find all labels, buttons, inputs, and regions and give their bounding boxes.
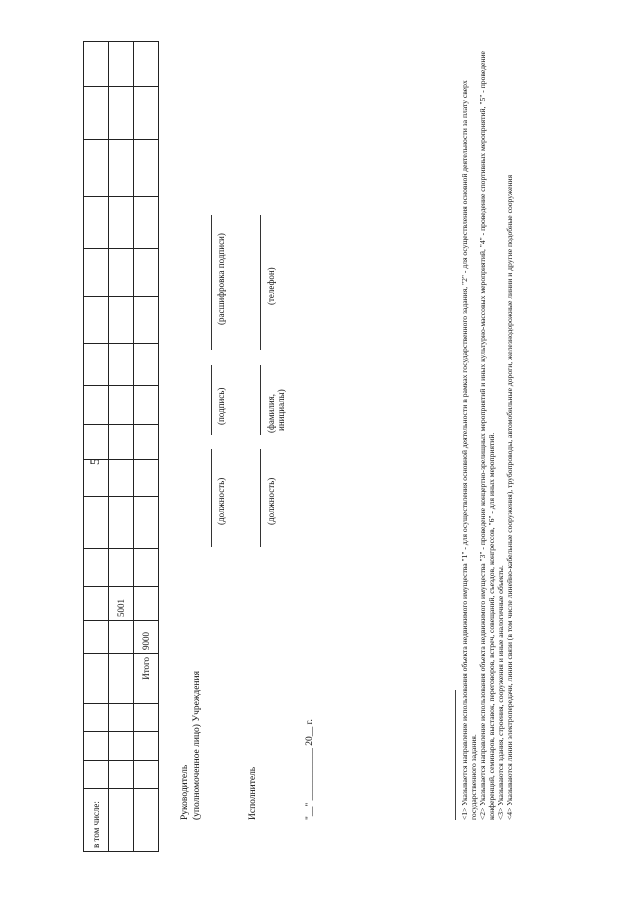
table-cell	[84, 761, 109, 789]
table-cell	[84, 249, 109, 297]
summary-table	[83, 41, 159, 852]
table-cell	[109, 497, 134, 549]
exec-name-line	[260, 365, 261, 435]
table-cell	[84, 425, 109, 460]
table-cell	[84, 460, 109, 497]
table-cell	[109, 732, 134, 761]
table-cell	[134, 761, 159, 789]
table-cell	[109, 704, 134, 732]
table-cell	[109, 140, 134, 197]
table-cell	[134, 249, 159, 297]
table-cell	[84, 621, 109, 654]
table-cell	[134, 587, 159, 621]
footnote-3: <3> Указываются здания, строения, сооружения и иные аналогичные объекты.	[496, 565, 505, 820]
table-cell	[109, 789, 134, 852]
table-cell	[109, 297, 134, 344]
table-cell	[134, 140, 159, 197]
table-cell	[134, 549, 159, 587]
head-label-2: (уполномоченное лицо) Учреждения	[192, 671, 202, 820]
table-cell	[109, 42, 134, 87]
position-caption: (должность)	[216, 477, 226, 525]
table-cell	[134, 197, 159, 249]
table-cell	[84, 42, 109, 87]
table-cell	[134, 704, 159, 732]
table-row	[134, 42, 159, 852]
table-cell: в том числе:	[84, 789, 109, 852]
table-cell	[84, 654, 109, 704]
table-cell	[84, 297, 109, 344]
table-cell	[109, 249, 134, 297]
date-line: "__" ___________ 20__ г.	[305, 719, 315, 820]
table-cell	[84, 704, 109, 732]
table-cell	[109, 761, 134, 789]
table-cell	[134, 386, 159, 425]
table-row	[109, 42, 134, 852]
table-cell	[109, 87, 134, 140]
table-cell	[84, 732, 109, 761]
table-cell	[109, 654, 134, 704]
table-cell	[109, 425, 134, 460]
exec-name-caption-2: инициалы)	[276, 389, 286, 431]
footnote-separator	[455, 690, 456, 820]
table-cell	[134, 297, 159, 344]
phone-caption: (телефон)	[266, 267, 276, 305]
table-cell	[134, 425, 159, 460]
page-number: 5	[87, 458, 102, 465]
table-cell	[109, 549, 134, 587]
table-cell	[84, 344, 109, 386]
signature-caption: (подпись)	[216, 387, 226, 425]
position-line	[211, 449, 212, 547]
table-cell	[84, 587, 109, 621]
table-cell	[134, 42, 159, 87]
table-cell	[134, 460, 159, 497]
table-cell	[109, 386, 134, 425]
table-cell	[134, 87, 159, 140]
table-cell: Итого	[134, 654, 159, 704]
head-label: Руководитель	[180, 764, 190, 820]
exec-position-line	[260, 449, 261, 547]
footnote-1: <1> Указывается направление использования объекта недвижимого имущества "1" - для осуществления основной деятельности в рамках государственного задания, "2" - для осуществления основной деятельности за плату сверх государственного задания.	[460, 80, 478, 820]
signature-line	[211, 365, 212, 435]
table-cell	[84, 140, 109, 197]
table-cell	[84, 386, 109, 425]
table-cell: 9000	[134, 621, 159, 654]
table-cell	[109, 621, 134, 654]
footnote-4: <4> Указываются линии электропередачи, линии связи (в том числе линейно-кабельные сооружения), трубопроводы, автомобильные дороги, железнодорожные линии и другие подобные сооружения	[505, 174, 514, 820]
exec-name-caption: (фамилия,	[266, 393, 276, 433]
table-cell	[134, 497, 159, 549]
table-cell	[84, 87, 109, 140]
decoding-caption: (расшифровка подписи)	[216, 233, 226, 325]
footnote-2: <2> Указывается направление использования объекта недвижимого имущества "3" - проведение концертно-зрелищных мероприятий и иных культурно-массовых мероприятий, "4" - проведение спортивных мероприятий, "5" - проведение конференций, семинаров, выставок, переговоров, встреч, совещаний, съездов, конгрессов, "6" - для иных мероприятий.	[478, 51, 496, 820]
table-row	[84, 42, 109, 852]
decoding-line	[211, 215, 212, 350]
table-cell	[109, 197, 134, 249]
table-cell: 5001	[109, 587, 134, 621]
table-cell	[134, 732, 159, 761]
table-cell	[109, 460, 134, 497]
table-cell	[84, 549, 109, 587]
table-cell	[109, 344, 134, 386]
phone-line	[260, 215, 261, 350]
executor-label: Исполнитель	[248, 766, 258, 820]
table-cell	[84, 497, 109, 549]
footnotes	[460, 40, 514, 820]
table-cell	[84, 197, 109, 249]
table-cell	[134, 789, 159, 852]
table-cell	[134, 344, 159, 386]
exec-position-caption: (должность)	[266, 477, 276, 525]
